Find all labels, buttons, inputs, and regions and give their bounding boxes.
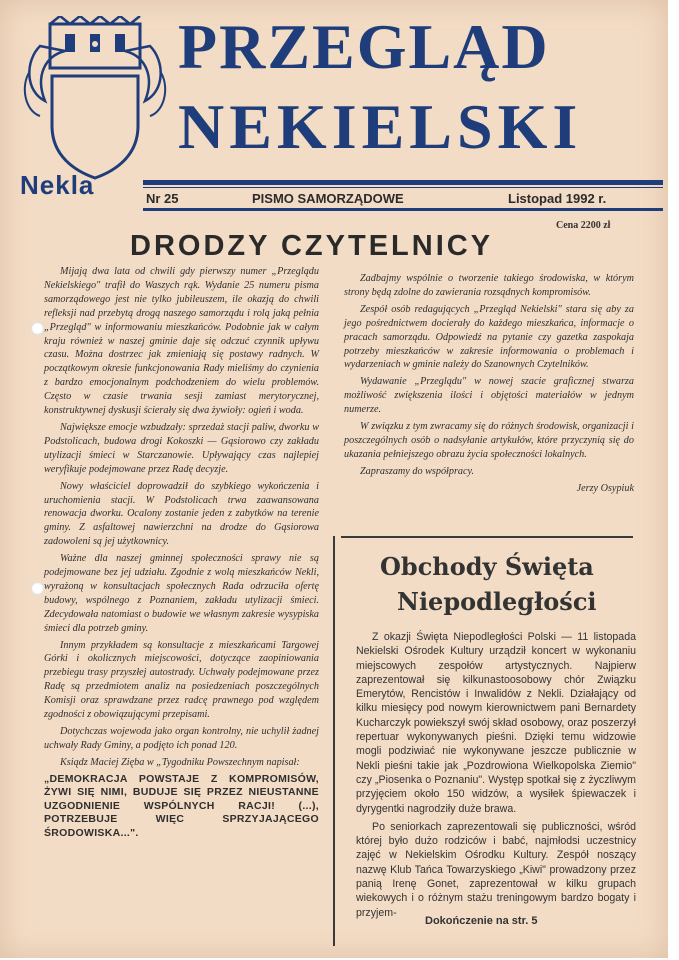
article-paragraph: Z okazji Święta Niepodległości Polski — 11 listopada Nekielski Ośrodek Kultury urządził koncert w wykonaniu miejscowych zespołów artystycznych. Najpierw zaprezentował się kilkunastoosobowy chór Związku Emerytów, Rencistów i Inwalidów z Nekli. Działający od kilku miesięcy pod nowym kierownictwem pani Bernardety Kucharczyk powiekszył swój skład osobowy, oraz poszerzył repertuar wykonywanych pieśni. Dzięki temu widzowie mogli podziwiać nie wykonywane jeszcze publicznie w Nekli pieśni takie jak „Pozdrowiona Wielkopolska Ziemio" czy „Piosenka o Poznaniu". Występ spotkał się z życzliwym przyjęciem około 150 widzów, a wysiłek śpiewaczek i dyrygentki nagrodziły duże brawa.: [356, 631, 636, 815]
article-paragraph: Największe emocje wzbudzały: sprzedaż stacji paliw, dworku w Podstolicach, budowa drogi Kokoszki — Gąsiorowo czy zakładu utylizacji śmieci w Starczanowie. Upływający czas najlepiej weryfikuje podejmowane przez Radę decyzje.: [44, 421, 319, 475]
coat-of-arms-emblem: [20, 16, 170, 196]
price-label: Cena 2200 zł: [556, 220, 611, 231]
punch-hole: [31, 322, 44, 335]
masthead-title-line2: NEKIELSKI: [178, 91, 583, 162]
article-paragraph: Dotychczas wojewoda jako organ kontrolny, nie uchylił żadnej uchwały Rady Gminy, a podjęto ich ponad 120.: [44, 726, 319, 751]
second-headline-line1: Obchody Święta: [380, 552, 594, 581]
article-paragraph: W związku z tym zwracamy się do różnych środowisk, organizacji i poszczególnych osób o nadsyłanie artykułów, które przyczynią się do ukazania pełniejszego obrazu życia społeczności lokalnych.: [344, 421, 634, 460]
second-headline-line2: Niepodległości: [397, 587, 597, 616]
article-paragraph: Innym przykładem są konsultacje z mieszkańcami Targowej Górki i okolicznych miejscowości, dotyczące zaopiniowania przebiegu trasy przyszłej autostrady. Uchwały podejmowane przez Radę są przedmiotem analiz na posiedzeniach poszczególnych Komisji oraz sprawdzane przez radcę prawnego pod względem zgodności z obowiązującymi przepisami.: [44, 639, 319, 721]
second-article-body: [356, 630, 636, 924]
continued-note: Dokończenie na str. 5: [425, 915, 538, 927]
column-divider: [333, 536, 335, 946]
main-headline: DRODZY CZYTELNICY: [130, 230, 494, 262]
masthead-rule-bottom: [143, 208, 663, 211]
masthead-title-line1: PRZEGLĄD: [178, 11, 550, 82]
article-paragraph: Ksiądz Maciej Zięba w „Tygodniku Powszechnym napisał:: [60, 756, 300, 768]
issue-number: Nr 25: [146, 191, 179, 206]
article-paragraph: Wydawanie „Przeglądu" w nowej szacie graficznej stwarza możliwość zwiększenia ilości i objętości materiałów w jednym numerze.: [344, 376, 634, 416]
article-paragraph: Po seniorkach zaprezentowali się publiczności, wśród której było dużo rodziców i babć, najmłodsi uczestnicy zajęć w Nekielskim Ośrodku Kultury. Zespół noszący nazwę Klub Tańca Towarzyskiego „Kiwi" prowadzony przez panią Irenę Gonet, zaprezentował w kilku grupach wiekowych i o różnym stażu treningowym bardzo bogaty i przyjem-: [356, 820, 636, 919]
pismo-label: PISMO SAMORZĄDOWE: [252, 191, 404, 206]
article-paragraph: Mijają dwa lata od chwili gdy pierwszy numer „Przeglądu Nekielskiego" trafił do Waszych rąk. Wydanie 25 numeru pisma samorządowego jest nie tylko jubileuszem, ile okazją do chwili refleksji nad przebytą drogą naszego samorządu i rolą jaką pełnia „Przegląd" w informowaniu mieszkańców. Podobnie jak w całym kraju również w naszej gminie daje się odczuć czynnik upływu czasu. Można dostrzec jak zmieniają się postawy radnych. W początkowym okresie funkcjonowania Rady mieliśmy do czynienia z bardzo emocjonalnym podchodzeniem do wielu problemów. Często w czasie trwania sesji zamiast merytorycznej, konstruktywnej dyskusji ścierały się dwa żywioły: ogień i woda.: [44, 266, 319, 417]
article-quote: „DEMOKRACJA POWSTAJE Z KOMPROMISÓW, ŻYWI SIĘ NIMI, BUDUJE SIĘ PRZEZ NIEUSTANNE UZGODNIENIE WSPÓLNYCH RACJI! (...), POTRZEBUJE WIĘC SPRZYJAJĄCEGO ŚRODOWISKA...".: [44, 772, 319, 839]
city-label: Nekla: [20, 170, 95, 200]
main-article-left-column: [44, 265, 319, 843]
article-paragraph: Ważne dla naszej gminnej społeczności sprawy nie są podejmowane bez jej udziału. Zgodnie z wolą mieszkańców Nekli, wyrażoną w konsultacjach społecznych Rada odrzuciła ofertę budowy, wspólnego z Poznaniem, zakładu utylizacji śmieci. Zdecydowała natomiast o budowie we własnym zakresie wysypiska śmieci dla potrzeb gminy.: [44, 553, 319, 634]
article-paragraph: Zadbajmy wspólnie o tworzenie takiego środowiska, w którym strony będą zdolne do zawierania rozsądnych kompromisów.: [344, 273, 634, 298]
article-paragraph: Zespół osób redagujących „Przegląd Nekielski" stara się aby za jego pośrednictwem docierały do każdego mieszkańca, informacje o pracach samorządu. Odpowiedź na pytanie czy gazetka zaspokaja potrzeby mieszkańców w zakresie informowania o problemach i wydarzeniach w gminie należy do Szanownych Czytelników.: [344, 303, 634, 371]
author-signature: Jerzy Osypiuk: [576, 482, 634, 494]
punch-hole: [31, 582, 44, 595]
article-paragraph: Nowy właściciel doprowadził do szybkiego wykończenia i uruchomienia stacji. W Podstolicach trwa zaawansowana renowacja dworku. Ocalony zostanie jeden z zabytków na terenie gminy. Z asfaltowej nawierzchni na drodze do Gąsiorowa zadowoleni są jej użytkownicy.: [44, 480, 319, 548]
masthead-rule-top: [143, 180, 663, 185]
masthead-rule-thin: [143, 187, 663, 188]
article-paragraph: Zapraszamy do współpracy.: [360, 465, 475, 477]
main-article-right-column: [344, 272, 634, 499]
section-divider: [341, 536, 633, 538]
issue-date: Listopad 1992 r.: [508, 191, 607, 206]
